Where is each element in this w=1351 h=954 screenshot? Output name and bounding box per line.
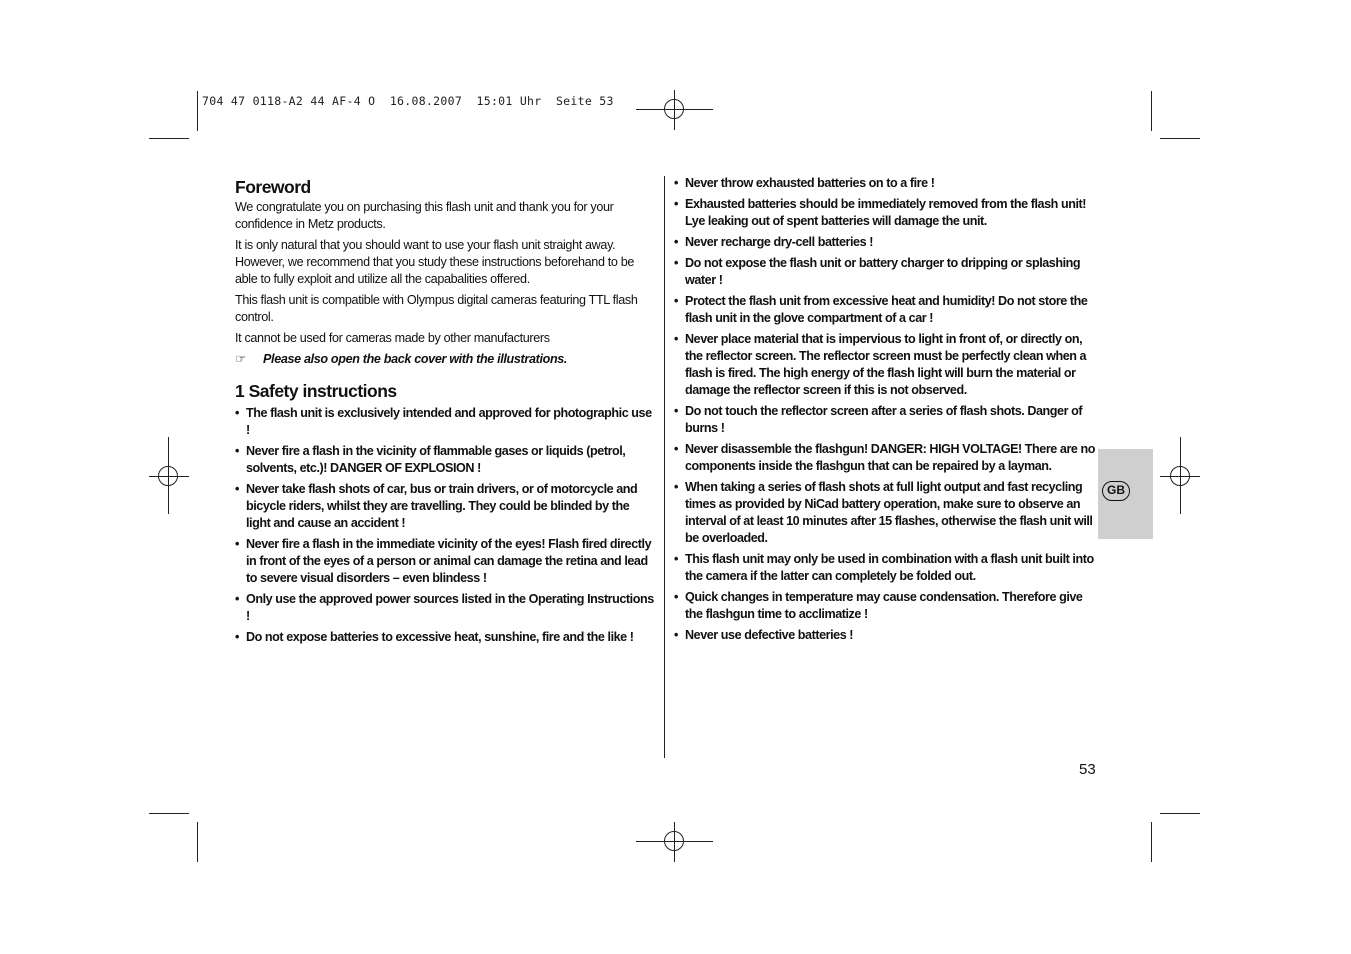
safety-item: • Never throw exhausted batteries on to a fire ! <box>674 175 1097 192</box>
safety-item: • Never disassemble the flashgun! DANGER: HIGH VOLTAGE! There are no components inside the flashgun that can be repaired by a layman. <box>674 441 1097 475</box>
safety-item: • Never use defective batteries ! <box>674 627 1097 644</box>
crop-mark <box>149 138 189 139</box>
safety-heading: 1 Safety instructions <box>235 381 397 401</box>
safety-list-left <box>235 405 655 646</box>
language-badge: GB <box>1102 481 1130 501</box>
safety-item: • Do not expose the flash unit or battery charger to dripping or splashing water ! <box>674 255 1097 289</box>
safety-item: • This flash unit may only be used in combination with a flash unit built into the camera if the latter can completely be folded out. <box>674 551 1097 585</box>
safety-item: • Quick changes in temperature may cause condensation. Therefore give the flashgun time to acclimatize ! <box>674 589 1097 623</box>
safety-item: • Do not expose batteries to excessive heat, sunshine, fire and the like ! <box>235 629 655 646</box>
crop-mark <box>197 822 198 862</box>
pointing-hand-icon: ☞ <box>235 352 246 366</box>
foreword-paragraph: This flash unit is compatible with Olympus digital cameras featuring TTL flash control. <box>235 293 638 324</box>
safety-item: • The flash unit is exclusively intended and approved for photographic use ! <box>235 405 655 439</box>
foreword-heading: Foreword <box>235 177 311 197</box>
safety-list-right <box>674 175 1097 644</box>
safety-item: • When taking a series of flash shots at full light output and fast recycling times as provided by NiCad battery operation, make sure to observe an interval of at least 10 minutes after 15 flashes, otherwise the flash unit will be overloaded. <box>674 479 1097 547</box>
crop-mark <box>1160 138 1200 139</box>
crop-mark <box>1151 91 1152 131</box>
back-cover-note <box>235 351 655 368</box>
foreword-paragraph: It is only natural that you should want to use your flash unit straight away. However, we recommend that you study these instructions beforehand to be able to fully exploit and utilize all the capabalities offered. <box>235 238 635 286</box>
crop-mark <box>149 813 189 814</box>
print-slug: 704 47 0118-A2 44 AF-4 O 16.08.2007 15:01 Uhr Seite 53 <box>202 94 614 108</box>
safety-item: • Never fire a flash in the immediate vicinity of the eyes! Flash fired directly in front of the eyes of a person or animal can damage the retina and lead to severe visual disorders – even blindess ! <box>235 536 655 587</box>
safety-item: • Never recharge dry-cell batteries ! <box>674 234 1097 251</box>
safety-item: • Exhausted batteries should be immediately removed from the flash unit! Lye leaking out of spent batteries will damage the unit. <box>674 196 1097 230</box>
safety-item: • Only use the approved power sources listed in the Operating Instructions ! <box>235 591 655 625</box>
safety-item: • Never place material that is impervious to light in front of, or directly on, the reflector screen. The reflector screen must be perfectly clean when a flash is fired. The high energy of the flash light will burn the material or damage the reflector screen if this is not observed. <box>674 331 1097 399</box>
crop-mark <box>1151 822 1152 862</box>
column-divider <box>664 176 665 758</box>
left-column <box>235 176 655 650</box>
right-column <box>674 175 1097 648</box>
safety-item: • Do not touch the reflector screen after a series of flash shots. Danger of burns ! <box>674 403 1097 437</box>
foreword-paragraph: It cannot be used for cameras made by other manufacturers <box>235 331 550 345</box>
foreword-paragraph: We congratulate you on purchasing this flash unit and thank you for your confidence in Metz products. <box>235 200 614 231</box>
back-cover-note-text: Please also open the back cover with the illustrations. <box>263 352 568 366</box>
page-number: 53 <box>1079 761 1096 778</box>
safety-item: • Never fire a flash in the vicinity of flammable gases or liquids (petrol, solvents, etc.)! DANGER OF EXPLOSION ! <box>235 443 655 477</box>
safety-item: • Never take flash shots of car, bus or train drivers, or of motorcycle and bicycle riders, whilst they are travelling. They could be blinded by the light and cause an accident ! <box>235 481 655 532</box>
safety-item: • Protect the flash unit from excessive heat and humidity! Do not store the flash unit in the glove compartment of a car ! <box>674 293 1097 327</box>
crop-mark <box>1160 813 1200 814</box>
crop-mark <box>197 91 198 131</box>
